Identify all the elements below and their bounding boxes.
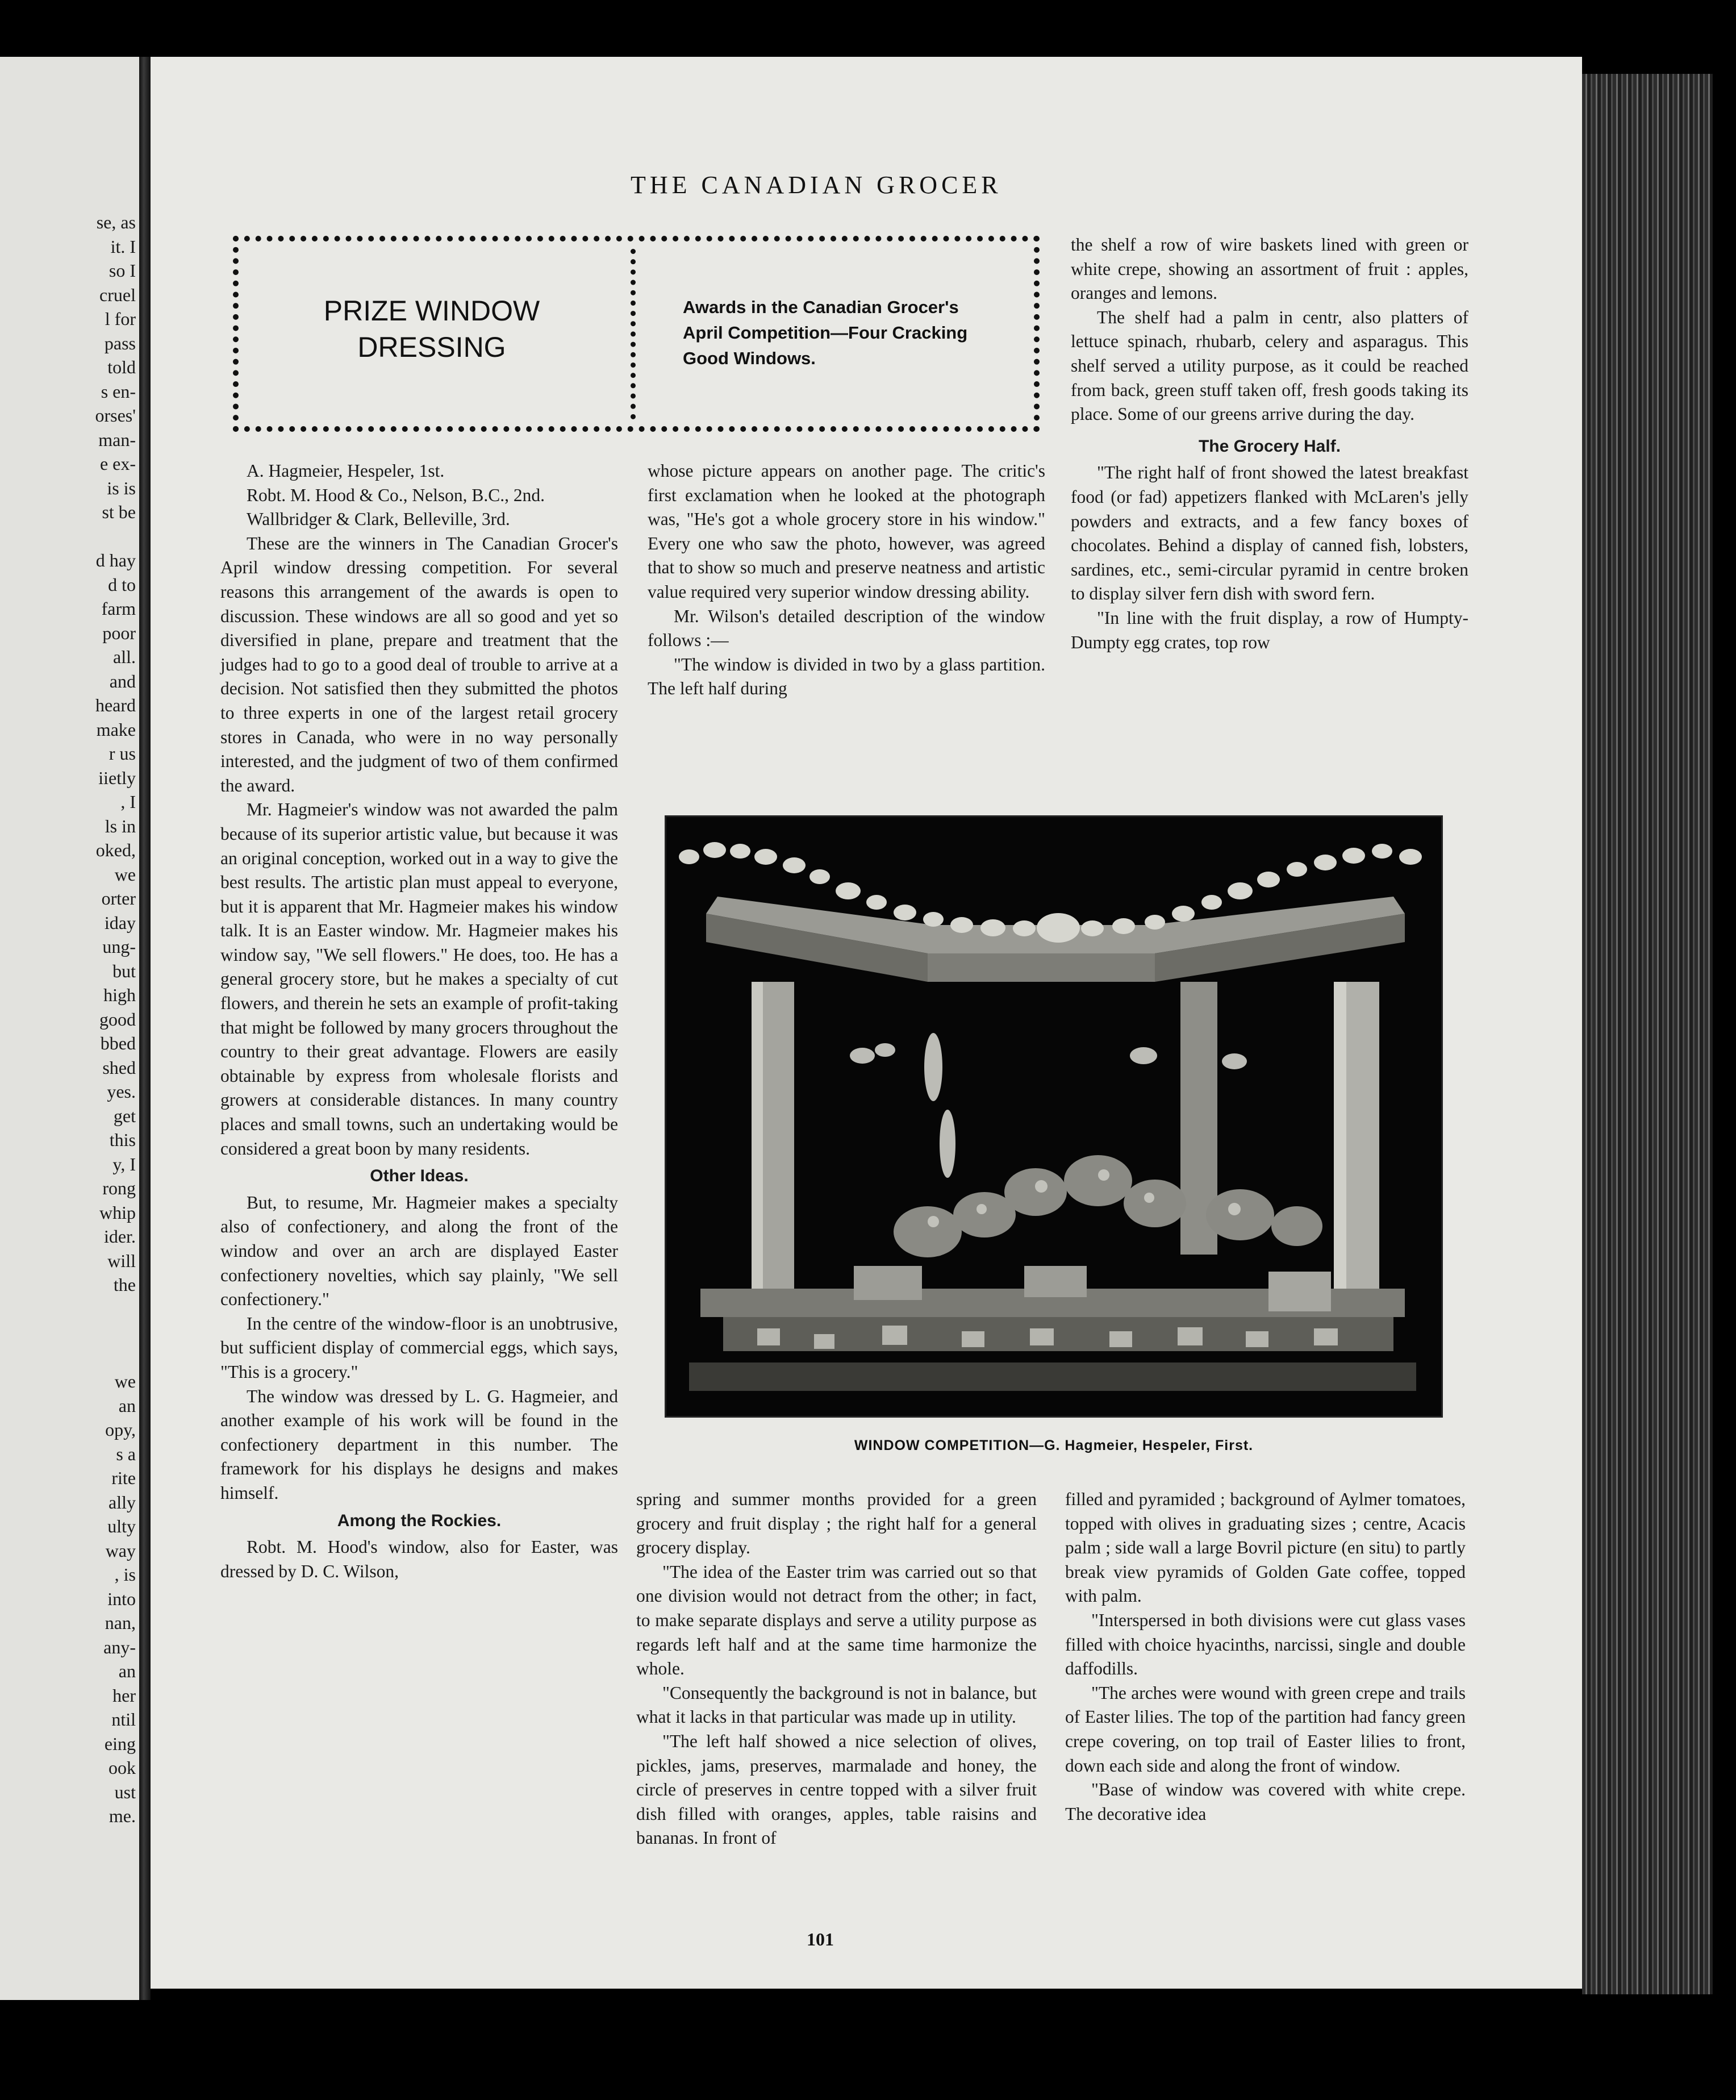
paragraph: "In line with the fruit display, a row of Humpty-Dumpty egg crates, top row	[1071, 607, 1468, 652]
facing-page-text-fragment: cruel	[99, 284, 136, 305]
facing-page-text-fragment: will	[107, 1250, 136, 1271]
facing-page-text-fragment: rite	[111, 1468, 136, 1488]
facing-page-text-fragment: ider.	[104, 1226, 136, 1247]
facing-page-text-fragment: eing	[104, 1733, 136, 1754]
paragraph: These are the winners in The Canadian Grocer's April window dressing competition. For several reasons this arrangement of the awards is open to discussion. These windows are all so good and yet so diversified in plane, prepare and treatment that the judges had to go to a good deal of trouble to arrive at a decision. Not satisfied then they submitted the photos to three experts in one of the largest retail grocery stores in Canada, who were in no way personally interested, and the judgment of two of them confirmed the award.	[220, 533, 618, 795]
paragraph: "Consequently the background is not in balance, but what it lacks in that particular was made up in utility.	[636, 1682, 1037, 1727]
facing-page-text-fragment: l for	[105, 309, 136, 329]
facing-page-text-fragment: , is	[114, 1564, 136, 1585]
paragraph: "The right half of front showed the latest breakfast food (or fad) appetizers flanked with McLaren's jelly powders and extracts, and a few fancy boxes of chocolates. Behind a display of canned fish, lobsters, sardines, etc., semi-circular pyramid in centre broken to display silver fern dish with sword fern.	[1071, 463, 1468, 604]
paragraph: In the centre of the window-floor is an unobtrusive, but sufficient display of commercial eggs, which says, "This is a grocery."	[220, 1313, 618, 1382]
photo-caption: WINDOW COMPETITION—G. Hagmeier, Hespeler, First.	[854, 1438, 1254, 1453]
facing-page-text-fragment: bbed	[100, 1033, 136, 1053]
paragraph: Mr. Wilson's detailed description of the window follows :—	[648, 606, 1045, 651]
article-title-line-2: DRESSING	[357, 331, 506, 363]
award-first: A. Hagmeier, Hespeler, 1st.	[247, 461, 445, 481]
facing-page-text-fragment: ally	[108, 1491, 136, 1513]
text-column-5	[1065, 1488, 1466, 1826]
facing-page-text-fragment: this	[109, 1130, 136, 1150]
facing-page-text-fragment: d to	[108, 574, 136, 595]
facing-page-text-fragment: shed	[102, 1057, 136, 1078]
facing-page-text-fragment: me.	[108, 1806, 136, 1826]
facing-page-text-fragment: high	[103, 985, 136, 1005]
window-display-photo	[665, 815, 1443, 1418]
facing-page-text-fragment: but	[112, 960, 136, 981]
paragraph: The window was dressed by L. G. Hagmeier, and another example of his work will be found in the confectionery department in this number. The framework for his displays he designs and makes himself.	[220, 1386, 618, 1503]
facing-page-text-fragment: y, I	[112, 1153, 136, 1174]
facing-page-text-fragment: st be	[102, 502, 136, 522]
paragraph: spring and summer months provided for a green grocery and fruit display ; the right half for a general grocery display.	[636, 1489, 1037, 1558]
article-deck	[683, 294, 1024, 371]
facing-page-text-fragment: told	[107, 357, 136, 377]
paragraph: Robt. M. Hood's window, also for Easter, was dressed by D. C. Wilson,	[220, 1537, 618, 1581]
text-column-4	[636, 1488, 1037, 1851]
book-gutter	[139, 57, 151, 2000]
facing-page-text-fragment: all.	[113, 647, 136, 667]
page-number: 101	[807, 1929, 834, 1949]
facing-page-text-fragment: oked,	[95, 840, 136, 860]
facing-page-text-fragment: we	[114, 1371, 136, 1391]
facing-page-text-fragment: whip	[99, 1202, 136, 1223]
text-column-2	[648, 459, 1045, 701]
paragraph: filled and pyramided ; background of Aylmer tomatoes, topped with olives in graduating sizes ; centre, Acacis palm ; side wall a large Bovril picture (en situ) to partly break view pyramids of Golden Gate coffee, topped with palm.	[1065, 1489, 1466, 1606]
subheading-among-the-rockies: Among the Rockies.	[337, 1511, 502, 1530]
facing-page-fragment	[0, 57, 139, 2000]
running-head: THE CANADIAN GROCER	[631, 171, 1002, 199]
paragraph: "The idea of the Easter trim was carried out so that one division would not detract from the other; in fact, to make separate displays and serve a utility purpose as regards left half and at the same time harmonize the whole.	[636, 1561, 1037, 1679]
article-deck-line-3: Good Windows.	[683, 348, 816, 368]
facing-page-text-fragment: get	[113, 1105, 136, 1126]
article-deck-line-2: April Competition—Four Cracking	[683, 323, 968, 343]
facing-page-text-fragment: her	[112, 1685, 136, 1706]
facing-page-text-fragment: orter	[101, 888, 136, 909]
facing-page-text-fragment: poor	[102, 622, 136, 643]
award-second: Robt. M. Hood & Co., Nelson, B.C., 2nd.	[247, 485, 545, 505]
facing-page-text-fragment: iietly	[98, 767, 136, 788]
facing-page-text-fragment: we	[114, 864, 136, 885]
facing-page-text-fragment: man-	[98, 429, 136, 450]
facing-page-text-fragment: ls in	[105, 815, 136, 836]
text-column-1	[220, 459, 618, 1584]
facing-page-text-fragment: , I	[120, 791, 136, 812]
facing-page-text-fragment: se, as	[96, 212, 136, 232]
paragraph: "Interspersed in both divisions were cut glass vases filled with choice hyacinths, narcissi, single and double daffodills.	[1065, 1610, 1466, 1679]
facing-page-text-fragment: yes.	[107, 1081, 136, 1102]
facing-page-text-fragment: farm	[101, 598, 136, 619]
paragraph: Mr. Hagmeier's window was not awarded the palm because of its superior artistic value, but because it was an original conception, worked out in a way to give the best results. The artistic plan must appeal to everyone, but it is apparent that Mr. Hagmeier makes his window talk. It is an Easter window. Mr. Hagmeier makes his window say, "We sell flowers." He does, too. He has a general grocery store, but he makes a specialty of cut flowers, and therein he sets an example of profit-taking that might be followed by many grocers throughout the country to their great advantage. Flowers are easily obtainable by express from wholesale florists and growers at considerable distances. In many country places and small towns, such an undertaking would be considered a great boon by many residents.	[220, 799, 618, 1159]
paragraph: the shelf a row of wire baskets lined with green or white crepe, showing an assortment of fruit : apples, oranges and lemons.	[1071, 235, 1468, 303]
facing-page-text-fragment: s en-	[101, 381, 136, 402]
article-deck-line-1: Awards in the Canadian Grocer's	[683, 297, 959, 317]
facing-page-text-fragment: and	[109, 670, 136, 691]
facing-page-text-fragment: opy,	[105, 1419, 136, 1440]
facing-page-text-fragment: iday	[104, 912, 136, 933]
facing-page-text-fragment: into	[107, 1588, 136, 1609]
article-title	[239, 293, 625, 365]
window-display-illustration	[666, 817, 1441, 1416]
text-column-3	[1071, 233, 1468, 655]
facing-page-text-fragment: so I	[108, 260, 136, 281]
facing-page-text-fragment: r us	[108, 743, 136, 764]
facing-page-text-fragment: d hay	[95, 550, 136, 570]
award-third: Wallbridger & Clark, Belleville, 3rd.	[247, 509, 510, 530]
facing-page-text-fragment: ust	[114, 1781, 136, 1802]
facing-page-text-fragment: make	[96, 719, 136, 740]
facing-page-text-fragment: nan,	[105, 1613, 136, 1633]
facing-page-text-fragment: pass	[104, 332, 136, 353]
subheading-other-ideas: Other Ideas.	[370, 1166, 469, 1186]
facing-page-text-fragment: an	[118, 1395, 136, 1416]
facing-page-text-fragment: any-	[103, 1636, 136, 1657]
paragraph: whose picture appears on another page. The critic's first exclamation when he looked at the photograph was, "He's got a whole grocery store in his window." Every one who saw the photo, however, was agreed that to show so much and preserve neatness and artistic value required very superior window dressing ability.	[648, 461, 1045, 602]
facing-page-text-fragment: it. I	[110, 236, 136, 257]
facing-page-text-fragment: ntil	[111, 1709, 136, 1730]
paragraph: The shelf had a palm in centr, also platters of lettuce spinach, rhubarb, celery and asparagus. This shelf served a utility purpose, as it could be reached from back, green stuff taken off, fresh goods taking its place. Some of our greens arrive during the day.	[1071, 307, 1468, 424]
paragraph: "The window is divided in two by a glass partition. The left half during	[648, 654, 1045, 699]
paragraph: But, to resume, Mr. Hagmeier makes a specialty also of confectionery, and along the front of the window and over an arch are displayed Easter confectionery novelties, which say plainly, "We sell confectionery."	[220, 1192, 618, 1310]
facing-page-text-fragment: ook	[108, 1757, 136, 1778]
facing-page-text-fragment: rong	[102, 1178, 136, 1198]
facing-page-text-fragment: good	[99, 1009, 136, 1030]
paragraph: "The arches were wound with green crepe and trails of Easter lilies. The top of the partition had fancy green crepe covering, on top trail of Easter lilies to front, down each side and along the front of window.	[1065, 1682, 1466, 1776]
facing-page-text-fragment: the	[113, 1274, 136, 1295]
facing-page-text-fragment: e ex-	[99, 453, 136, 474]
facing-page-text-fragment: an	[118, 1661, 136, 1681]
facing-page-text-fragment: orses'	[95, 405, 136, 426]
paragraph: "Base of window was covered with white crepe. The decorative idea	[1065, 1780, 1466, 1824]
subheading-grocery-half: The Grocery Half.	[1198, 436, 1341, 456]
facing-page-text-fragment: ung-	[102, 936, 136, 957]
paragraph: "The left half showed a nice selection of olives, pickles, jams, preserves, marmalade and honey, the circle of preserves in centre topped with a silver fruit dish filled with oranges, apples, table raisins and bananas. In front of	[636, 1731, 1037, 1848]
header-divider	[631, 249, 636, 419]
facing-page-text-fragment: way	[105, 1540, 136, 1561]
facing-page-text-fragment: is is	[107, 477, 136, 498]
facing-page-text-fragment: s a	[116, 1443, 136, 1464]
article-title-line-1: PRIZE WINDOW	[323, 295, 540, 327]
facing-page-text-fragment: heard	[95, 695, 136, 715]
book-page-edges	[1582, 74, 1713, 1994]
facing-page-text-fragment: ulty	[107, 1516, 136, 1536]
